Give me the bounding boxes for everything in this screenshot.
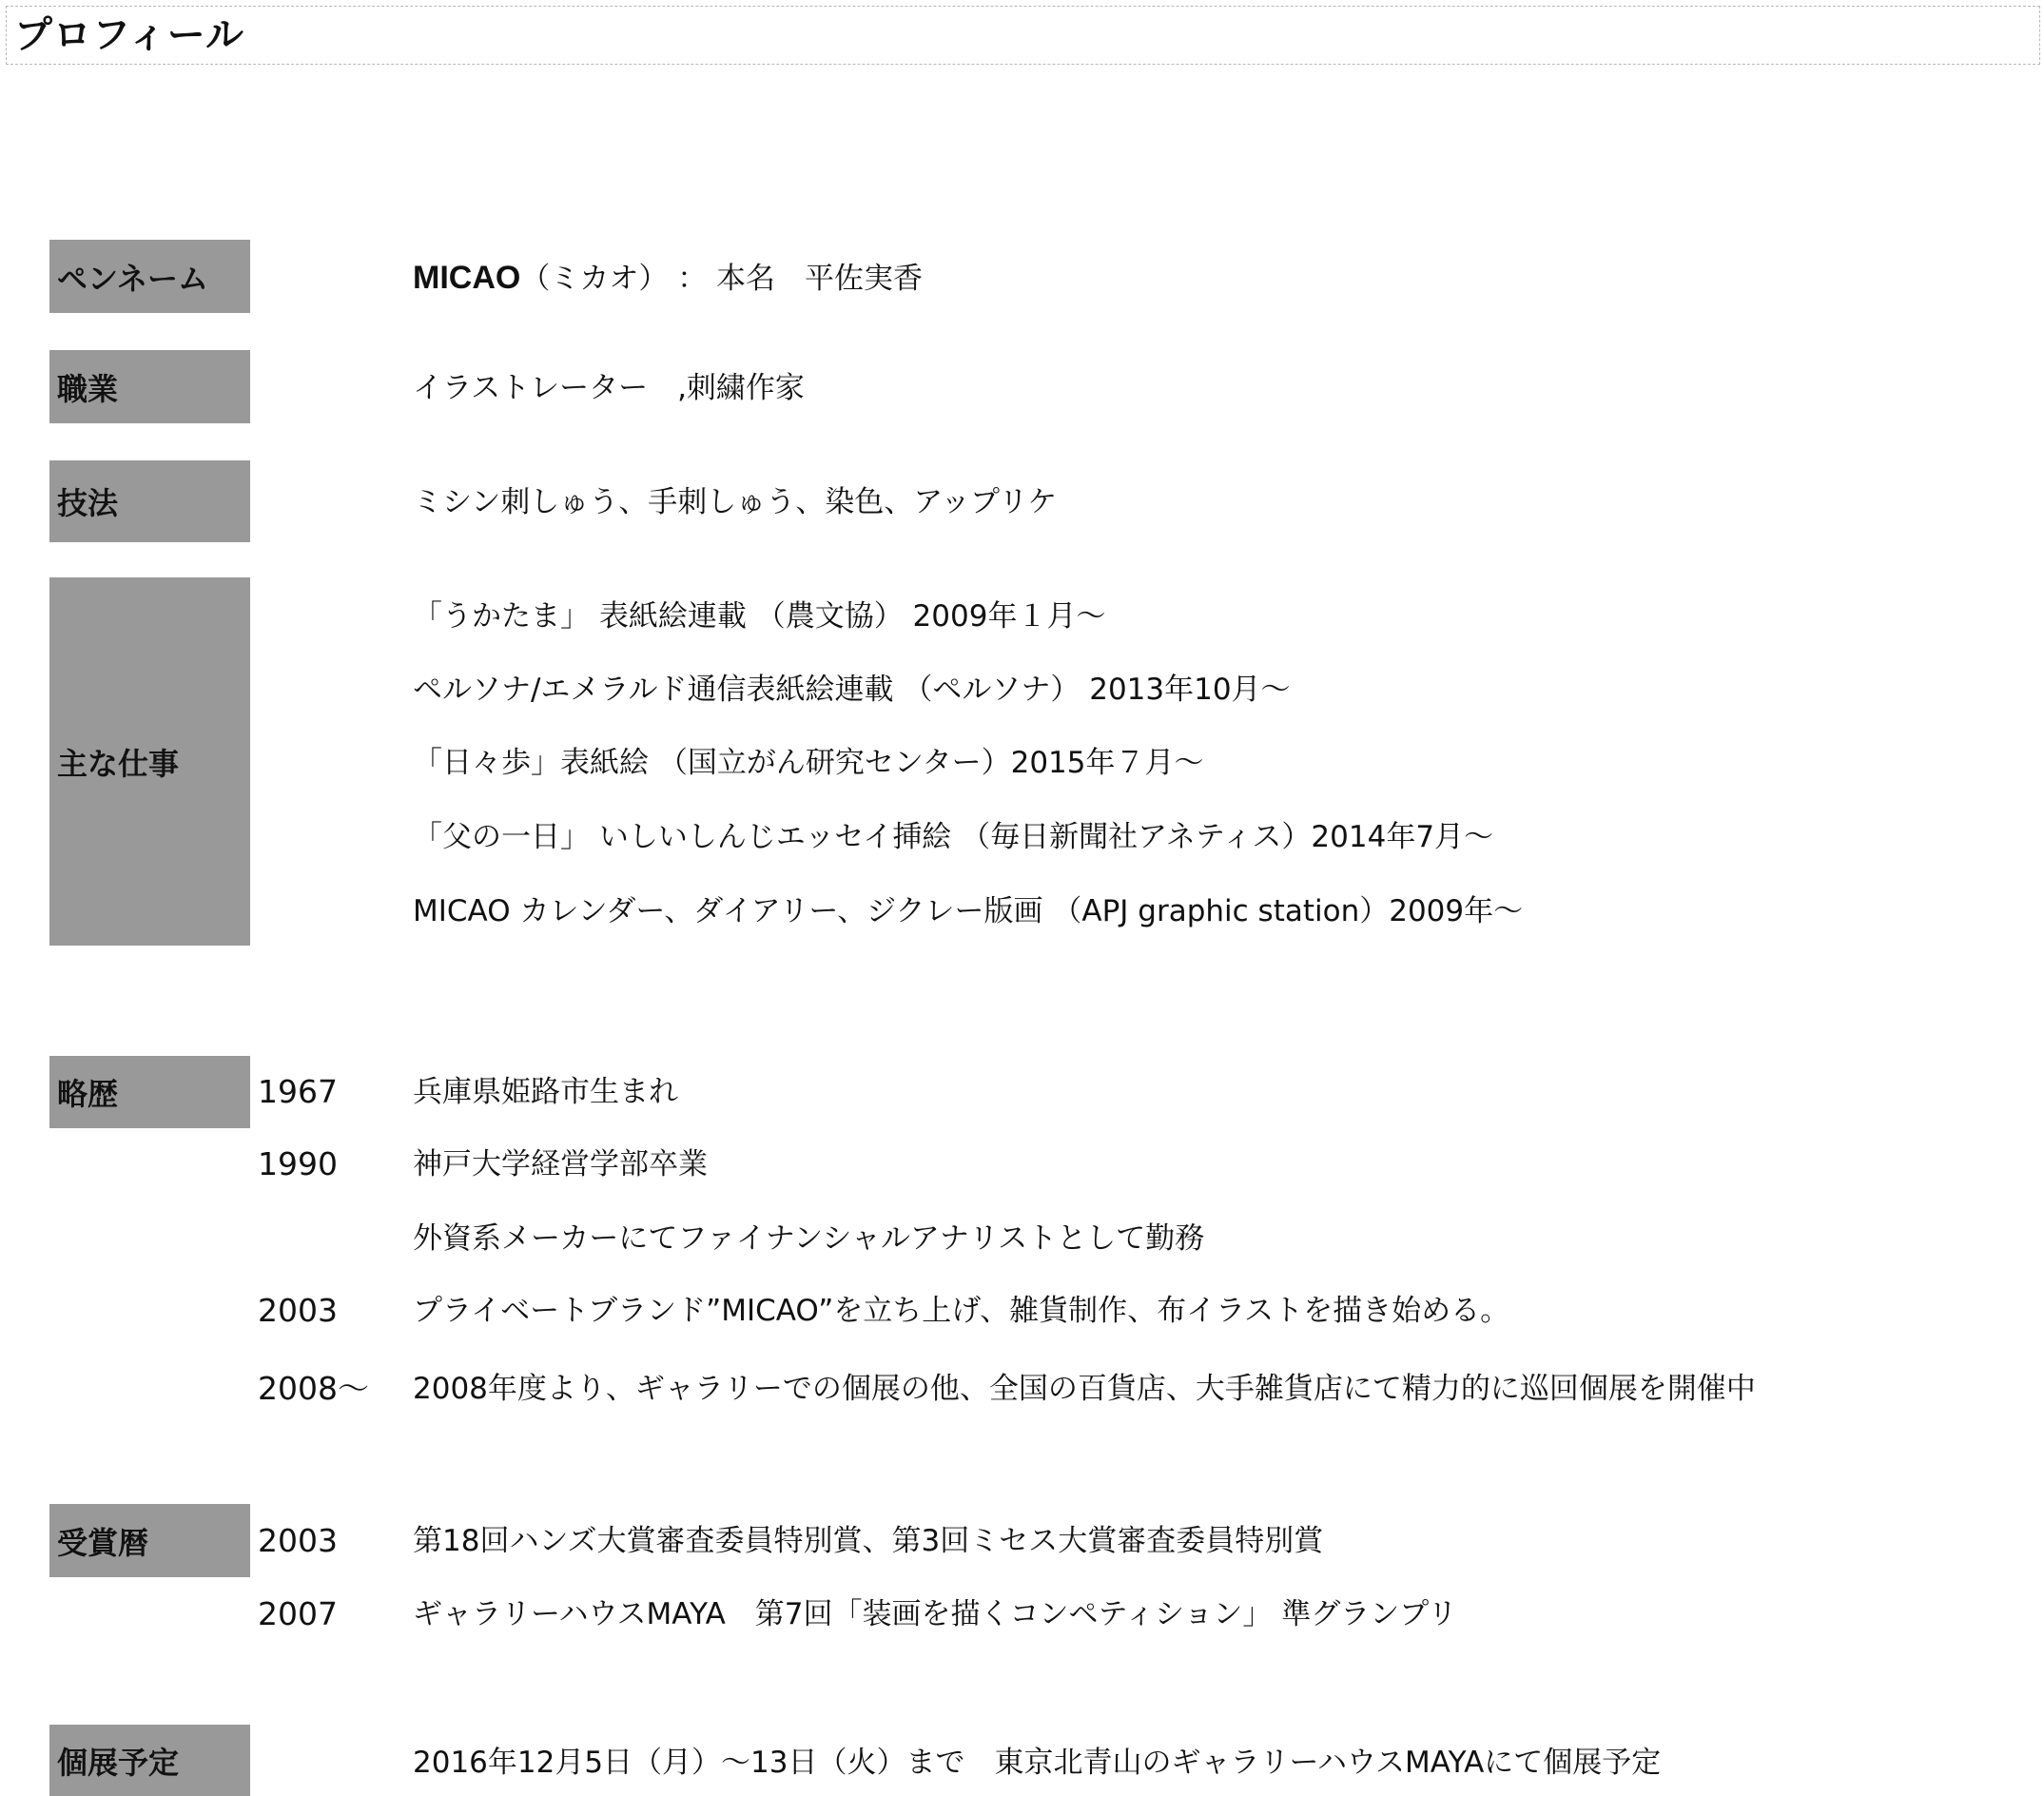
history-year: 1967 xyxy=(258,1073,338,1110)
history-text: プライベートブランド”MICAO”を立ち上げ、雑貨制作、布イラストを描き始める。 xyxy=(413,1294,1510,1328)
history-text: 外資系メーカーにてファイナンシャルアナリストとして勤務 xyxy=(413,1221,1205,1256)
technique-value: ミシン刺しゅう、手刺しゅう、染色、アップリケ xyxy=(413,485,1058,519)
page-title-box xyxy=(6,6,2040,65)
awards-label: 受賞暦 xyxy=(49,1504,250,1577)
history-text: 神戸大学経営学部卒業 xyxy=(413,1147,708,1181)
works-item: MICAO カレンダー、ダイアリー、ジクレー版画 （APJ graphic station）2009年～ xyxy=(413,894,1524,928)
works-label: 主な仕事 xyxy=(49,577,250,946)
works-item: 「うかたま」 表紙絵連載 （農文協） 2009年１月～ xyxy=(413,599,1106,634)
history-year: 1990 xyxy=(258,1145,338,1182)
works-item: 「日々歩」表紙絵 （国立がん研究センター）2015年７月～ xyxy=(413,746,1204,780)
penname-label: ペンネーム xyxy=(49,240,250,313)
penname-name: MICAO xyxy=(413,260,521,296)
history-year: 2003 xyxy=(258,1292,338,1329)
awards-text: ギャラリーハウスMAYA 第7回「装画を描くコンペティション」 準グランプリ xyxy=(413,1597,1458,1631)
penname-separator: ： xyxy=(677,262,708,296)
penname-reading: （ミカオ） xyxy=(520,262,669,296)
awards-year: 2003 xyxy=(258,1522,338,1559)
page-title: プロフィール xyxy=(14,13,244,57)
works-item: ペルソナ/エメラルド通信表紙絵連載 （ペルソナ） 2013年10月～ xyxy=(413,673,1291,707)
occupation-label: 職業 xyxy=(49,350,250,423)
exhibition-label: 個展予定 xyxy=(49,1725,250,1796)
occupation-value: イラストレーター ,刺繍作家 xyxy=(413,371,805,405)
history-label: 略歴 xyxy=(49,1056,250,1128)
history-year: 2008～ xyxy=(258,1370,369,1407)
penname-value xyxy=(413,259,923,298)
technique-label: 技法 xyxy=(49,460,250,542)
history-text: 2008年度より、ギャラリーでの個展の他、全国の百貨店、大手雑貨店にて精力的に巡回個展を開催中 xyxy=(413,1372,1756,1406)
penname-real-name: 本名 平佐実香 xyxy=(716,262,924,296)
history-text: 兵庫県姫路市生まれ xyxy=(413,1075,678,1109)
exhibition-value: 2016年12月5日（月）～13日（火）まで 東京北青山のギャラリーハウスMAYAにて個展予定 xyxy=(413,1746,1662,1780)
awards-year: 2007 xyxy=(258,1595,338,1632)
works-item: 「父の一日」 いしいしんじエッセイ挿絵 （毎日新聞社アネティス）2014年7月～ xyxy=(413,820,1494,854)
awards-text: 第18回ハンズ大賞審査委員特別賞、第3回ミセス大賞審査委員特別賞 xyxy=(413,1524,1324,1558)
